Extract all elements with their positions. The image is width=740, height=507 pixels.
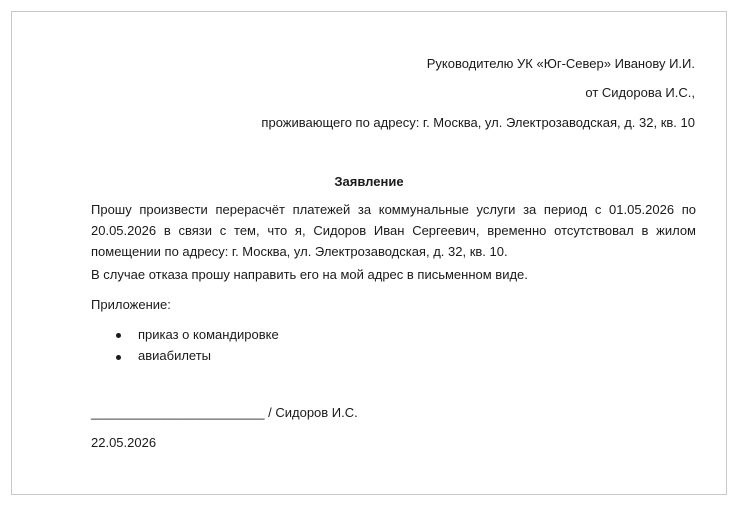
document-page <box>11 11 727 495</box>
document-date: 22.05.2026 <box>91 435 157 450</box>
bullet-icon <box>116 355 121 360</box>
refusal-paragraph: В случае отказа прошу направить его на мой адрес в письменном виде. <box>91 267 528 282</box>
bullet-icon <box>116 333 121 338</box>
recipient-line: Руководителю УК «Юг-Север» Иванову И.И. <box>426 56 695 71</box>
document-title: Заявление <box>334 174 404 189</box>
address-line: проживающего по адресу: г. Москва, ул. Электрозаводская, д. 32, кв. 10 <box>261 115 695 130</box>
request-paragraph: Прошу произвести перерасчёт платежей за коммунальные услуги за период с 01.05.2026 по 20.05.2026 в связи с тем, что я, Сидоров Иван Сергеевич, временно отсутствовал в жилом помещении по адресу: г. Москва, ул. Электрозаводская, д. 32, кв. 10. <box>91 202 696 259</box>
attachment-item: приказ о командировке <box>138 327 279 342</box>
signature-line: ________________________ / Сидоров И.С. <box>91 405 358 420</box>
attachment-item: авиабилеты <box>138 348 212 363</box>
attachments-label: Приложение: <box>91 297 171 312</box>
sender-line: от Сидорова И.С., <box>585 85 695 100</box>
